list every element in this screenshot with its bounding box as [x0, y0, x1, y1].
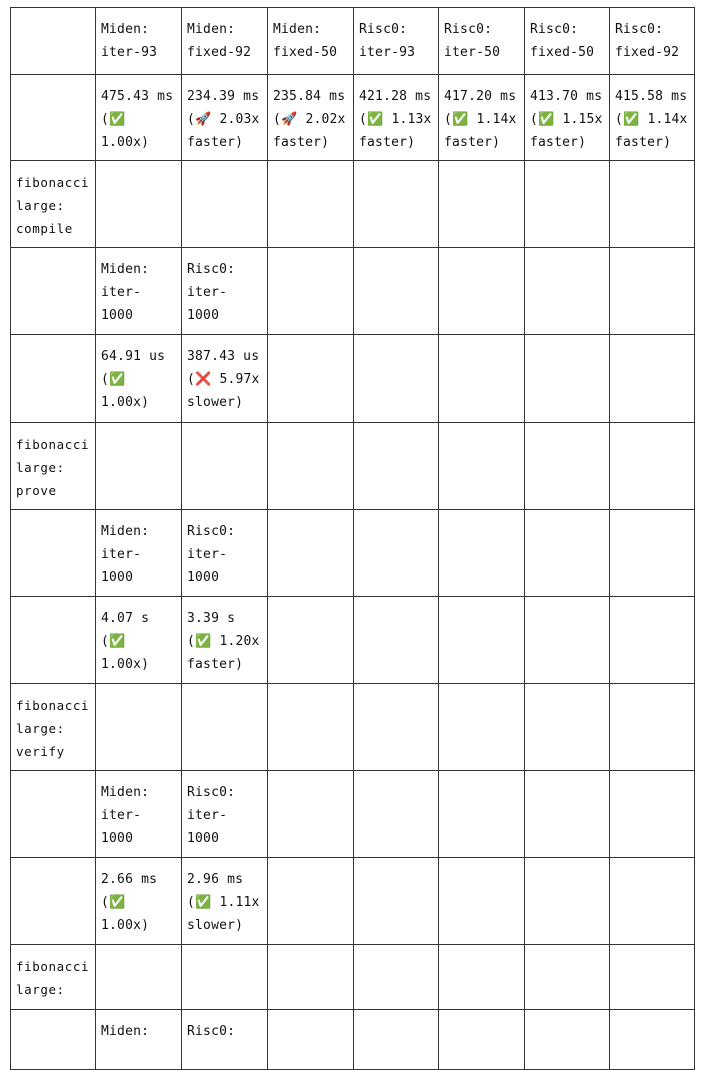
table-cell	[525, 335, 610, 423]
header-row	[11, 1010, 695, 1070]
table-cell	[96, 597, 182, 684]
table-cell	[354, 771, 439, 858]
table-cell	[439, 1010, 525, 1070]
table-cell	[182, 335, 268, 423]
table-cell	[354, 248, 439, 335]
table-cell	[11, 335, 96, 423]
cell-text: 64.91 us (✅ 1.00x)	[101, 349, 166, 410]
table-cell	[354, 858, 439, 945]
table-cell	[268, 75, 354, 161]
table-cell	[439, 75, 525, 161]
result-row	[11, 75, 695, 161]
cell-text: Risc0: fixed-50	[530, 22, 595, 60]
table-cell	[354, 8, 439, 75]
table-cell	[439, 423, 525, 510]
table-cell	[439, 945, 525, 1010]
table-cell	[525, 8, 610, 75]
table-cell	[610, 161, 695, 248]
table-cell	[354, 945, 439, 1010]
table-cell	[182, 945, 268, 1010]
section-label: fibonacci large: compile	[16, 175, 90, 236]
table-cell	[96, 161, 182, 248]
table-cell	[268, 597, 354, 684]
cell-text: Risc0: fixed-92	[615, 22, 680, 60]
cell-text: 387.43 us (❌ 5.97x slower)	[187, 349, 260, 410]
table-cell	[354, 510, 439, 597]
table-cell	[439, 510, 525, 597]
table-cell	[439, 161, 525, 248]
table-cell	[354, 1010, 439, 1070]
cell-text: Risc0: iter-50	[444, 22, 501, 60]
cell-text: Miden: iter- 1000	[101, 262, 150, 323]
cell-text: Risc0: iter- 1000	[187, 524, 236, 585]
table-cell	[610, 75, 695, 161]
table-cell	[96, 858, 182, 945]
table-cell	[182, 423, 268, 510]
table-cell	[182, 75, 268, 161]
table-cell	[354, 335, 439, 423]
table-cell	[610, 248, 695, 335]
cell-text: 3.39 s (✅ 1.20x faster)	[187, 611, 260, 672]
cell-text: 421.28 ms (✅ 1.13x faster)	[359, 89, 432, 150]
table-cell	[96, 1010, 182, 1070]
table-cell	[11, 684, 96, 771]
table-cell	[439, 858, 525, 945]
table-cell	[525, 858, 610, 945]
table-cell	[525, 248, 610, 335]
table-cell	[182, 1010, 268, 1070]
table-cell	[354, 75, 439, 161]
cell-text: Miden: iter- 1000	[101, 524, 150, 585]
benchmark-table	[10, 7, 695, 1070]
table-cell	[354, 423, 439, 510]
table-cell	[525, 945, 610, 1010]
cell-text: Risc0: iter- 1000	[187, 262, 236, 323]
table-cell	[354, 684, 439, 771]
cell-text: Risc0:	[187, 1024, 236, 1039]
benchmark-table-body	[11, 8, 695, 1070]
table-cell	[610, 684, 695, 771]
header-row	[11, 8, 695, 75]
cell-text: 235.84 ms (🚀 2.02x faster)	[273, 89, 346, 150]
table-cell	[439, 771, 525, 858]
table-cell	[525, 510, 610, 597]
table-cell	[610, 335, 695, 423]
table-cell	[96, 945, 182, 1010]
table-cell	[182, 597, 268, 684]
cell-text: Miden: iter-93	[101, 22, 158, 60]
section-label: fibonacci large: verify	[16, 698, 90, 759]
cell-text: Risc0: iter- 1000	[187, 785, 236, 846]
cell-text: 413.70 ms (✅ 1.15x faster)	[530, 89, 603, 150]
table-cell	[268, 8, 354, 75]
cell-text: Miden:	[101, 1024, 150, 1039]
cell-text: 2.96 ms (✅ 1.11x slower)	[187, 872, 260, 933]
result-row	[11, 335, 695, 423]
table-cell	[11, 510, 96, 597]
header-row	[11, 510, 695, 597]
result-row	[11, 858, 695, 945]
table-cell	[11, 248, 96, 335]
table-cell	[11, 945, 96, 1010]
table-cell	[439, 8, 525, 75]
table-cell	[268, 248, 354, 335]
cell-text: Miden: fixed-50	[273, 22, 338, 60]
table-cell	[182, 8, 268, 75]
table-cell	[268, 161, 354, 248]
table-cell	[11, 423, 96, 510]
section-label: fibonacci large:	[16, 959, 98, 997]
table-cell	[439, 684, 525, 771]
table-cell	[268, 858, 354, 945]
table-cell	[182, 684, 268, 771]
table-cell	[439, 248, 525, 335]
cell-text: 4.07 s (✅ 1.00x)	[101, 611, 150, 672]
table-cell	[525, 161, 610, 248]
cell-text: 415.58 ms (✅ 1.14x faster)	[615, 89, 688, 150]
table-cell	[96, 771, 182, 858]
table-cell	[11, 161, 96, 248]
table-cell	[182, 510, 268, 597]
cell-text: 234.39 ms (🚀 2.03x faster)	[187, 89, 260, 150]
table-cell	[11, 858, 96, 945]
table-cell	[11, 8, 96, 75]
cell-text: Miden: fixed-92	[187, 22, 252, 60]
table-cell	[268, 510, 354, 597]
table-cell	[354, 161, 439, 248]
table-cell	[525, 75, 610, 161]
table-cell	[610, 8, 695, 75]
table-cell	[11, 75, 96, 161]
cell-text: Miden: iter- 1000	[101, 785, 150, 846]
table-cell	[268, 771, 354, 858]
table-cell	[268, 423, 354, 510]
table-cell	[96, 248, 182, 335]
table-cell	[182, 248, 268, 335]
table-cell	[96, 423, 182, 510]
cell-text: 475.43 ms (✅ 1.00x)	[101, 89, 174, 150]
table-cell	[610, 945, 695, 1010]
table-cell	[525, 423, 610, 510]
header-row	[11, 771, 695, 858]
table-cell	[525, 771, 610, 858]
table-cell	[268, 335, 354, 423]
header-row	[11, 248, 695, 335]
table-cell	[182, 771, 268, 858]
section-label: fibonacci large: prove	[16, 437, 90, 498]
table-cell	[525, 1010, 610, 1070]
label-row	[11, 423, 695, 510]
table-cell	[439, 335, 525, 423]
table-cell	[96, 335, 182, 423]
table-cell	[610, 423, 695, 510]
table-cell	[96, 684, 182, 771]
cell-text: Risc0: iter-93	[359, 22, 416, 60]
table-cell	[96, 75, 182, 161]
table-cell	[182, 858, 268, 945]
result-row	[11, 597, 695, 684]
cell-text: 417.20 ms (✅ 1.14x faster)	[444, 89, 517, 150]
table-cell	[354, 597, 439, 684]
table-cell	[11, 1010, 96, 1070]
table-cell	[96, 8, 182, 75]
label-row	[11, 945, 695, 1010]
table-cell	[610, 771, 695, 858]
table-cell	[96, 510, 182, 597]
table-cell	[439, 597, 525, 684]
table-cell	[268, 945, 354, 1010]
table-cell	[610, 597, 695, 684]
table-cell	[11, 597, 96, 684]
table-cell	[525, 597, 610, 684]
label-row	[11, 684, 695, 771]
table-cell	[182, 161, 268, 248]
cell-text: 2.66 ms (✅ 1.00x)	[101, 872, 158, 933]
table-cell	[610, 510, 695, 597]
table-cell	[268, 684, 354, 771]
label-row	[11, 161, 695, 248]
table-cell	[525, 684, 610, 771]
table-cell	[11, 771, 96, 858]
table-cell	[268, 1010, 354, 1070]
table-cell	[610, 858, 695, 945]
table-cell	[610, 1010, 695, 1070]
